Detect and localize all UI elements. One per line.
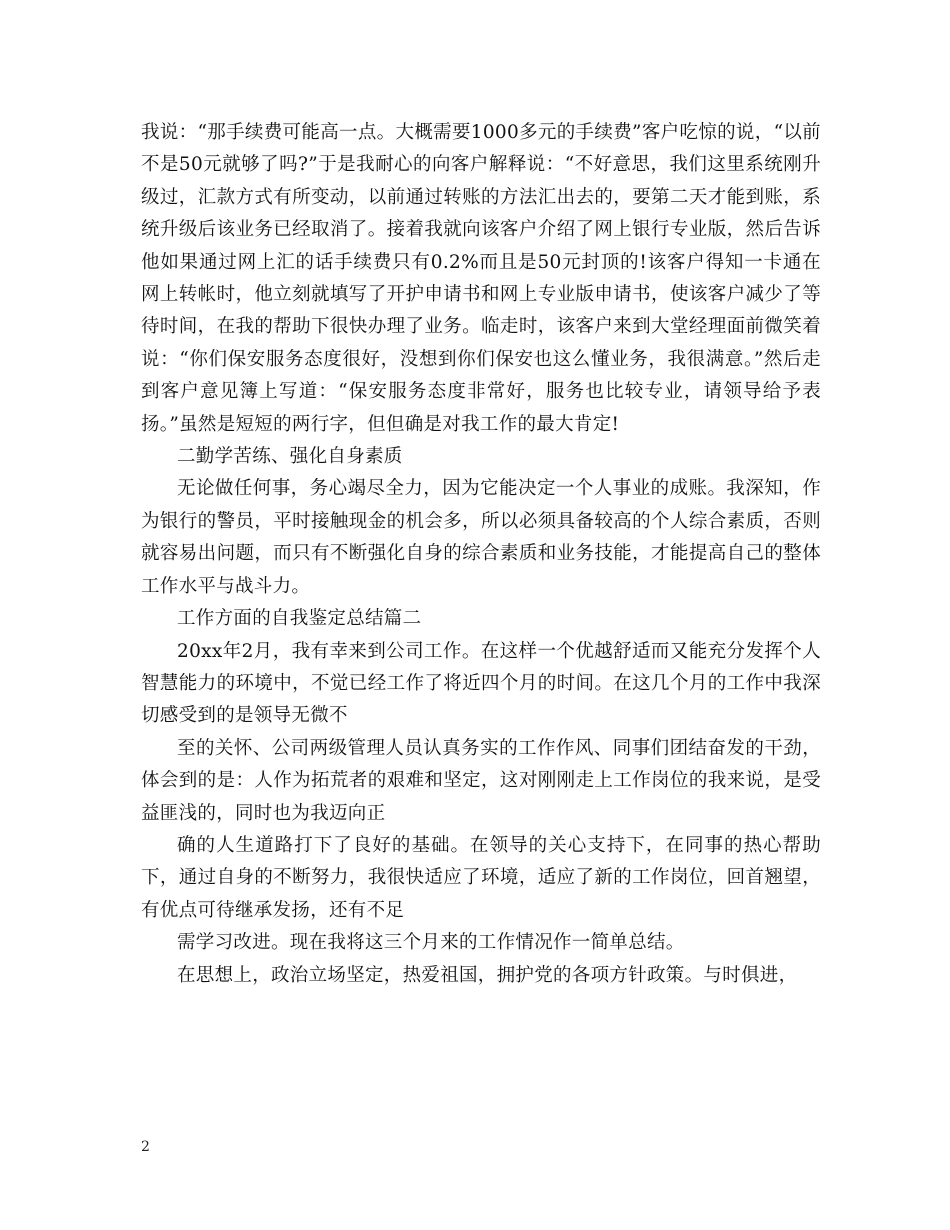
section-heading-study: 二勤学苦练、强化自身素质 xyxy=(177,446,403,468)
paragraph-joining-company: 20xx年2月，我有幸来到公司工作。在这样一个优越舒适而又能充分发挥个人智慧能力的环境中，不觉已经工作了将近四个月的时间。在这几个月的工作中我深切感受到的是领导无微不 xyxy=(141,640,821,727)
section-heading-summary-two: 工作方面的自我鉴定总结篇二 xyxy=(177,608,422,630)
paragraph-self-improvement: 无论做任何事，务心竭尽全力，因为它能决定一个人事业的成账。我深知，作为银行的警员，平时接触现金的机会多，所以必须具备较高的个人综合素质，否则就容易出问题，而只有不断强化自身的综合素质和业务技能，才能提高自己的整体工作水平与战斗力。 xyxy=(141,478,821,597)
paragraph-company-care: 至的关怀、公司两级管理人员认真务实的工作作风、同事们团结奋发的干劲，体会到的是：人作为拓荒者的艰难和坚定，这对刚刚走上工作岗位的我来说，是受益匪浅的，同时也为我迈向正 xyxy=(141,737,821,824)
paragraph-summary-intro: 需学习改进。现在我将这三个月来的工作情况作一简单总结。 xyxy=(177,932,685,954)
page-number: 2 xyxy=(141,1139,150,1155)
document-body xyxy=(141,117,821,992)
paragraph-customer-story: 我说：“那手续费可能高一点。大概需要1000多元的手续费”客户吃惊的说，“以前不是50元就够了吗?”于是我耐心的向客户解释说：“不好意思，我们这里系统刚升级过，汇款方式有所变动，以前通过转账的方法汇出去的，要第二天才能到账，系统升级后该业务已经取消了。接着我就向该客户介绍了网上银行专业版，然后告诉他如果通过网上汇的话手续费只有0.2%而且是50元封顶的!该客户得知一卡通在网上转帐时，他立刻就填写了开护申请书和网上专业版申请书，使该客户减少了等待时间，在我的帮助下很快办理了业务。临走时，该客户来到大堂经理面前微笑着说：“你们保安服务态度很好，没想到你们保安也这么懂业务，我很满意。”然后走到客户意见簿上写道：“保安服务态度非常好，服务也比较专业，请领导给予表扬。”虽然是短短的两行字，但但确是对我工作的最大肯定! xyxy=(141,122,821,435)
paragraph-ideology: 在思想上，政治立场坚定，热爱祖国，拥护党的各项方针政策。与时俱进， xyxy=(177,964,798,986)
paragraph-adaptation: 确的人生道路打下了良好的基础。在领导的关心支持下，在同事的热心帮助下，通过自身的不断努力，我很快适应了环境，适应了新的工作岗位，回首翘望，有优点可待继承发扬，还有不足 xyxy=(141,834,821,921)
